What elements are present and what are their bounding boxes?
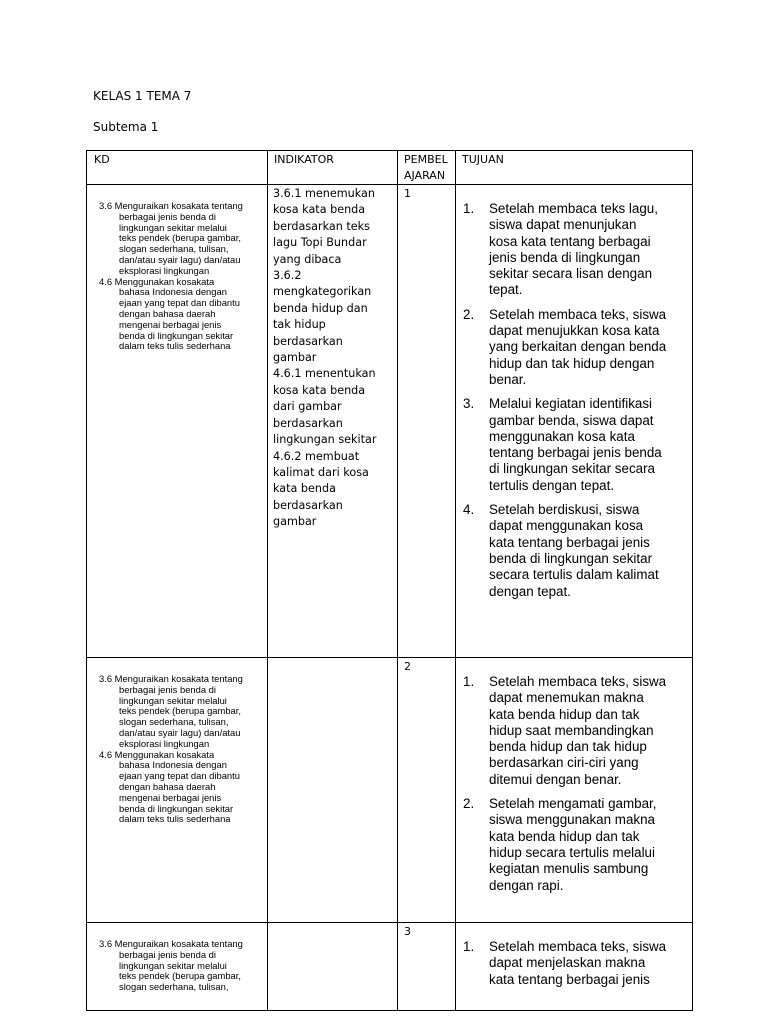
- tujuan-number: 1.: [463, 674, 475, 689]
- tujuan-line: Setelah membaca teks, siswa: [489, 674, 667, 689]
- kd-entry: [99, 674, 263, 750]
- indikator-line: berdasarkan teks: [273, 219, 370, 233]
- kd-entry-line: lingkungan sekitar melalui: [119, 221, 227, 233]
- kd-entry-lead: 3.6 Menguraikan kosakata tentang: [99, 673, 243, 684]
- tujuan-number: 3.: [463, 396, 475, 412]
- tujuan-line: tertulis dengan tepat.: [489, 477, 615, 493]
- indikator-line: kosa kata benda: [273, 203, 366, 217]
- kd-entry-line: slogan sederhana, tulisan,: [119, 243, 229, 255]
- tujuan-line: kata benda hidup dan tak: [489, 828, 640, 844]
- indikator-line: berdasarkan: [273, 334, 343, 348]
- tujuan-line: secara tertulis dalam kalimat: [489, 567, 659, 583]
- indikator-line: tak hidup: [273, 318, 326, 332]
- tujuan-line: dengan rapi.: [489, 877, 564, 893]
- tujuan-line: siswa menggunakan makna: [489, 812, 655, 828]
- tujuan-item: [456, 396, 688, 494]
- indikator-cell: [268, 923, 398, 1011]
- tujuan-number: 2.: [463, 306, 475, 322]
- tujuan-item: [456, 201, 688, 299]
- tujuan-item: [456, 307, 688, 388]
- tujuan-cell: [456, 185, 693, 658]
- indikator-line: kosa kata benda: [273, 383, 366, 397]
- kd-entry-line: ejaan yang tepat dan dibantu: [119, 297, 240, 309]
- lesson-plan-table: [86, 150, 693, 1011]
- table-header-row: [87, 151, 693, 185]
- tujuan-line: benda hidup dan tak hidup: [489, 739, 647, 755]
- header-pembelajaran: [398, 151, 456, 185]
- kd-entry-line: mengenai berbagai jenis: [119, 318, 222, 330]
- kd-entry-line: dengan bahasa daerah: [119, 780, 216, 792]
- tujuan-line: hidup saat membandingkan: [489, 722, 654, 738]
- header-indikator: INDIKATOR: [268, 151, 398, 185]
- tujuan-line: hidup secara tertulis melalui: [489, 844, 655, 860]
- kd-entry-line: lingkungan sekitar melalui: [119, 694, 227, 706]
- kd-entry-line: mengenai berbagai jenis: [119, 791, 222, 803]
- indikator-line: kalimat dari kosa: [273, 465, 369, 479]
- tujuan-list: [456, 674, 688, 894]
- kd-entry-line: berbagai jenis benda di: [119, 683, 216, 695]
- tujuan-line: hidup dan tak hidup dengan: [489, 355, 655, 371]
- tujuan-line: dapat menjelaskan makna: [489, 955, 646, 971]
- indikator-cell: [268, 185, 398, 658]
- tujuan-line: kata benda hidup dan tak: [489, 706, 640, 722]
- tujuan-item: [456, 939, 688, 988]
- kd-entry: [99, 939, 263, 993]
- indikator-line: 4.6.1 menentukan: [273, 367, 376, 381]
- indikator-line: lagu Topi Bundar: [273, 236, 367, 250]
- kd-entry-line: teks pendek (berupa gambar,: [119, 705, 241, 717]
- kd-entry-line: dalam teks tulis sederhana: [119, 813, 231, 825]
- indikator-line: benda hidup dan: [273, 301, 368, 315]
- tujuan-number: 1.: [463, 201, 475, 216]
- tujuan-line: gambar benda, siswa dapat: [489, 412, 654, 428]
- tujuan-line: kata tentang berbagai jenis: [489, 971, 650, 987]
- table-row: [87, 658, 693, 923]
- kd-entry-line: dan/atau syair lagu) dan/atau: [119, 253, 241, 265]
- pembelajaran-cell: 1: [398, 185, 456, 658]
- kd-entry-line: slogan sederhana, tulisan,: [119, 981, 229, 993]
- header-kd: KD: [87, 151, 268, 185]
- tujuan-line: benar.: [489, 371, 527, 387]
- indikator-line: lingkungan sekitar: [273, 433, 377, 447]
- kd-entry-line: eksplorasi lingkungan: [119, 264, 210, 276]
- table-row: [87, 923, 693, 1011]
- tujuan-list: [456, 939, 688, 988]
- tujuan-line: tentang berbagai jenis benda: [489, 445, 662, 461]
- indikator-line: 3.6.1 menemukan: [273, 187, 375, 200]
- pembelajaran-cell: 3: [398, 923, 456, 1011]
- indikator-line: gambar: [273, 515, 317, 529]
- pembelajaran-cell: 2: [398, 658, 456, 923]
- kd-entry-line: berbagai jenis benda di: [119, 948, 216, 960]
- tujuan-line: dapat menujukkan kosa kata: [489, 323, 660, 339]
- tujuan-line: Setelah berdiskusi, siswa: [489, 502, 640, 518]
- tujuan-line: benda di lingkungan sekitar: [489, 550, 653, 566]
- kd-cell: [87, 658, 268, 923]
- tujuan-item: [456, 674, 688, 788]
- tujuan-line: kata tentang berbagai jenis: [489, 534, 650, 550]
- kd-entry-line: benda di lingkungan sekitar: [119, 802, 234, 814]
- tujuan-list: [456, 201, 688, 600]
- kd-entry: [99, 277, 263, 353]
- kd-entry-line: dalam teks tulis sederhana: [119, 340, 231, 352]
- indikator-line: mengkategorikan: [273, 285, 372, 299]
- tujuan-line: Setelah membaca teks, siswa: [489, 306, 667, 322]
- kd-entry-lead: 3.6 Menguraikan kosakata tentang: [99, 200, 243, 211]
- kd-entry: [99, 201, 263, 277]
- kd-entry-line: dan/atau syair lagu) dan/atau: [119, 726, 241, 738]
- tujuan-line: siswa dapat menunjukan: [489, 217, 637, 233]
- kd-entry-line: slogan sederhana, tulisan,: [119, 716, 229, 728]
- kd-entry: [99, 750, 263, 826]
- tujuan-number: 1.: [463, 939, 475, 954]
- kd-entry-lead: 4.6 Menggunakan kosakata: [99, 748, 215, 760]
- tujuan-line: di lingkungan sekitar secara: [489, 461, 655, 477]
- tujuan-number: 2.: [463, 796, 475, 812]
- tujuan-line: sekitar secara lisan dengan: [489, 266, 653, 282]
- kd-entry-line: dengan bahasa daerah: [119, 307, 216, 319]
- tujuan-line: jenis benda di lingkungan: [489, 249, 641, 265]
- kd-entry-line: teks pendek (berupa gambar,: [119, 970, 241, 982]
- indikator-line: 4.6.2 membuat: [273, 449, 360, 463]
- kd-entry-line: teks pendek (berupa gambar,: [119, 232, 241, 244]
- tujuan-line: Setelah membaca teks lagu,: [489, 201, 658, 216]
- header-pembelajaran-line1: PEMBEL: [404, 153, 448, 166]
- kd-entry-line: berbagai jenis benda di: [119, 210, 216, 222]
- header-tujuan: TUJUAN: [456, 151, 693, 185]
- tujuan-number: 4.: [463, 502, 475, 518]
- tujuan-item: [456, 796, 688, 894]
- kd-entry-line: lingkungan sekitar melalui: [119, 959, 227, 971]
- tujuan-line: Melalui kegiatan identifikasi: [489, 396, 653, 412]
- tujuan-line: ditemui dengan benar.: [489, 771, 622, 787]
- tujuan-line: Setelah mengamati gambar,: [489, 796, 657, 812]
- tujuan-cell: [456, 923, 693, 1011]
- indikator-line: dari gambar: [273, 400, 342, 414]
- document-title: KELAS 1 TEMA 7: [93, 89, 192, 103]
- tujuan-cell: [456, 658, 693, 923]
- indikator-line: berdasarkan: [273, 498, 343, 512]
- tujuan-line: dapat menggunakan kosa: [489, 518, 644, 534]
- tujuan-line: dapat menemukan makna: [489, 690, 644, 706]
- indikator-line: gambar: [273, 351, 317, 365]
- tujuan-line: Setelah membaca teks, siswa: [489, 939, 667, 954]
- tujuan-line: kegiatan menulis sambung: [489, 861, 649, 877]
- table-row: [87, 185, 693, 658]
- tujuan-line: menggunakan kosa kata: [489, 428, 635, 444]
- kd-entry-lead: 4.6 Menggunakan kosakata: [99, 275, 215, 287]
- indikator-line: 3.6.2: [273, 269, 302, 283]
- tujuan-line: berdasarkan ciri-ciri yang: [489, 755, 639, 771]
- subtheme-label: Subtema 1: [93, 120, 159, 134]
- indikator-line: yang dibaca: [273, 252, 342, 266]
- indikator-cell: [268, 658, 398, 923]
- tujuan-line: dengan tepat.: [489, 583, 571, 599]
- tujuan-line: yang berkaitan dengan benda: [489, 339, 667, 355]
- kd-entry-line: bahasa Indonesia dengan: [119, 286, 227, 298]
- kd-cell: [87, 185, 268, 658]
- tujuan-item: [456, 502, 688, 600]
- tujuan-line: kosa kata tentang berbagai: [489, 233, 651, 249]
- kd-entry-lead: 3.6 Menguraikan kosakata tentang: [99, 938, 243, 949]
- kd-entry-line: ejaan yang tepat dan dibantu: [119, 770, 240, 782]
- kd-entry-line: bahasa Indonesia dengan: [119, 759, 227, 771]
- indikator-line: berdasarkan: [273, 416, 343, 430]
- header-pembelajaran-line2: AJARAN: [404, 169, 446, 182]
- kd-cell: [87, 923, 268, 1011]
- kd-entry-line: eksplorasi lingkungan: [119, 737, 210, 749]
- indikator-line: kata benda: [273, 482, 336, 496]
- tujuan-line: tepat.: [489, 282, 523, 298]
- kd-entry-line: benda di lingkungan sekitar: [119, 329, 234, 341]
